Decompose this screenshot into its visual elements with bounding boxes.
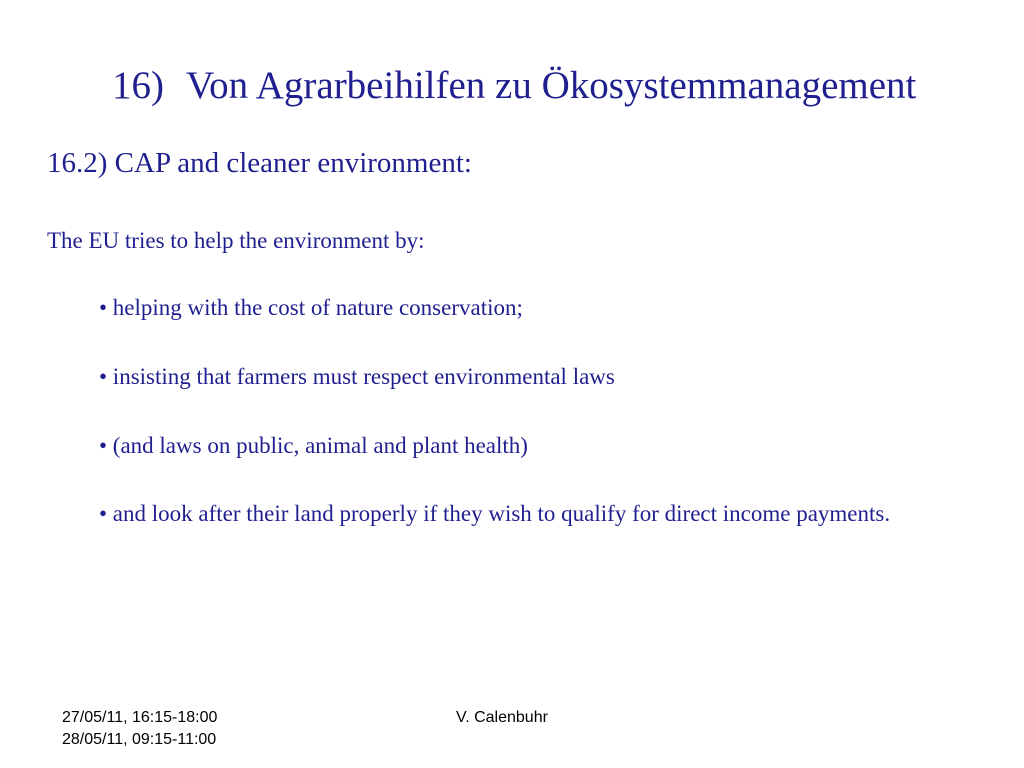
bullet-item: • insisting that farmers must respect environmental laws	[99, 364, 615, 389]
slide-title-text: Von Agrarbeihilfen zu Ökosystemmanagement	[186, 64, 917, 107]
bullet-item: • (and laws on public, animal and plant health)	[99, 433, 528, 458]
bullet-item: • and look after their land properly if they wish to qualify for direct income payments.	[99, 501, 891, 526]
footer-date-line: 28/05/11, 09:15-11:00	[62, 731, 217, 748]
intro-text: The EU tries to help the environment by:	[47, 228, 425, 253]
bullet-item: • helping with the cost of nature conservation;	[99, 295, 523, 320]
section-subtitle: 16.2) CAP and cleaner environment:	[47, 147, 472, 179]
footer-dates	[62, 707, 217, 751]
slide-title	[112, 66, 916, 105]
footer-author: V. Calenbuhr	[456, 709, 548, 726]
footer-date-line: 27/05/11, 16:15-18:00	[62, 709, 218, 726]
slide-title-number: 16)	[112, 64, 164, 107]
